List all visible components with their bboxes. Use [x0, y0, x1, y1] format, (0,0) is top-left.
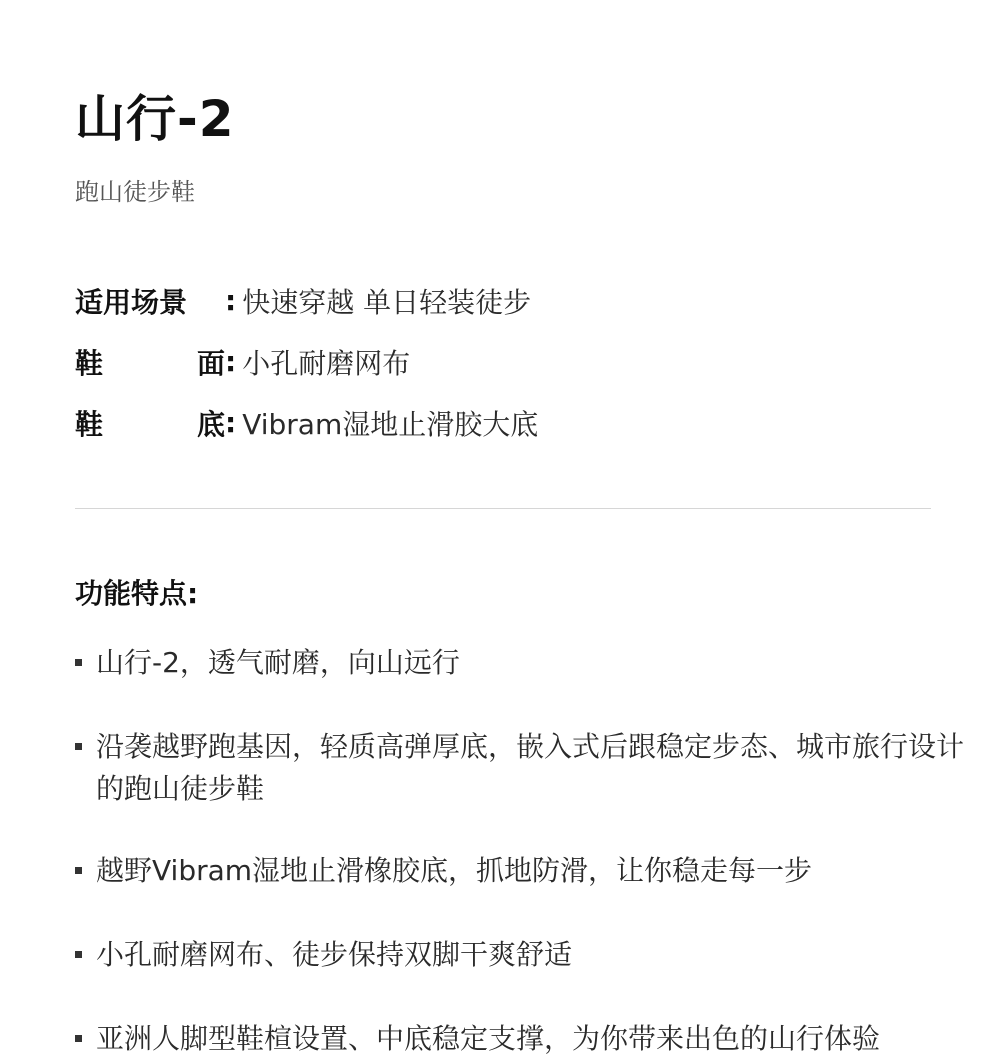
features-heading: 功能特点:: [75, 577, 199, 610]
spec-value-sole: Vibram湿地止滑胶大底: [242, 407, 539, 441]
spec-label-upper: [75, 342, 225, 382]
feature-text: 亚洲人脚型鞋楦设置、中底稳定支撑，为你带来出色的山行体验: [96, 1022, 881, 1055]
spec-row-scenario: [75, 270, 955, 331]
spec-colon: :: [225, 284, 237, 317]
spec-label-scenario: [75, 281, 225, 321]
bullet-icon: [75, 743, 82, 750]
feature-text: 沿袭越野跑基因，轻质高弹厚底，嵌入式后跟稳定步态、城市旅行设计的跑山徒步鞋: [96, 730, 965, 805]
spec-label-part: 适用场景: [75, 285, 188, 319]
spec-label-sole: [75, 403, 225, 443]
bullet-icon: [75, 659, 82, 666]
list-item: [75, 850, 965, 892]
spec-list: [75, 270, 955, 453]
feature-text: 小孔耐磨网布、徒步保持双脚干爽舒适: [96, 938, 573, 971]
spec-label-part: 鞋: [75, 346, 104, 380]
list-item: [75, 726, 965, 810]
product-title: 山行-2: [75, 90, 235, 148]
spec-value-scenario: 快速穿越 单日轻装徒步: [242, 285, 532, 319]
spec-colon: :: [225, 406, 237, 439]
bullet-icon: [75, 1035, 82, 1042]
section-divider: [75, 508, 931, 509]
product-subtitle: 跑山徒步鞋: [75, 178, 195, 206]
list-item: [75, 642, 965, 684]
feature-text: 山行-2，透气耐磨，向山远行: [96, 646, 460, 679]
spec-label-part: 底: [196, 407, 225, 441]
list-item: [75, 934, 965, 976]
list-item: [75, 1018, 965, 1060]
spec-row-sole: [75, 392, 955, 453]
spec-row-upper: [75, 331, 955, 392]
spec-value-upper: 小孔耐磨网布: [242, 346, 411, 380]
bullet-icon: [75, 867, 82, 874]
spec-label-part: 面: [196, 346, 225, 380]
spec-label-part: 鞋: [75, 407, 104, 441]
spec-colon: :: [225, 345, 237, 378]
feature-text: 越野Vibram湿地止滑橡胶底，抓地防滑，让你稳走每一步: [96, 854, 813, 887]
bullet-icon: [75, 951, 82, 958]
